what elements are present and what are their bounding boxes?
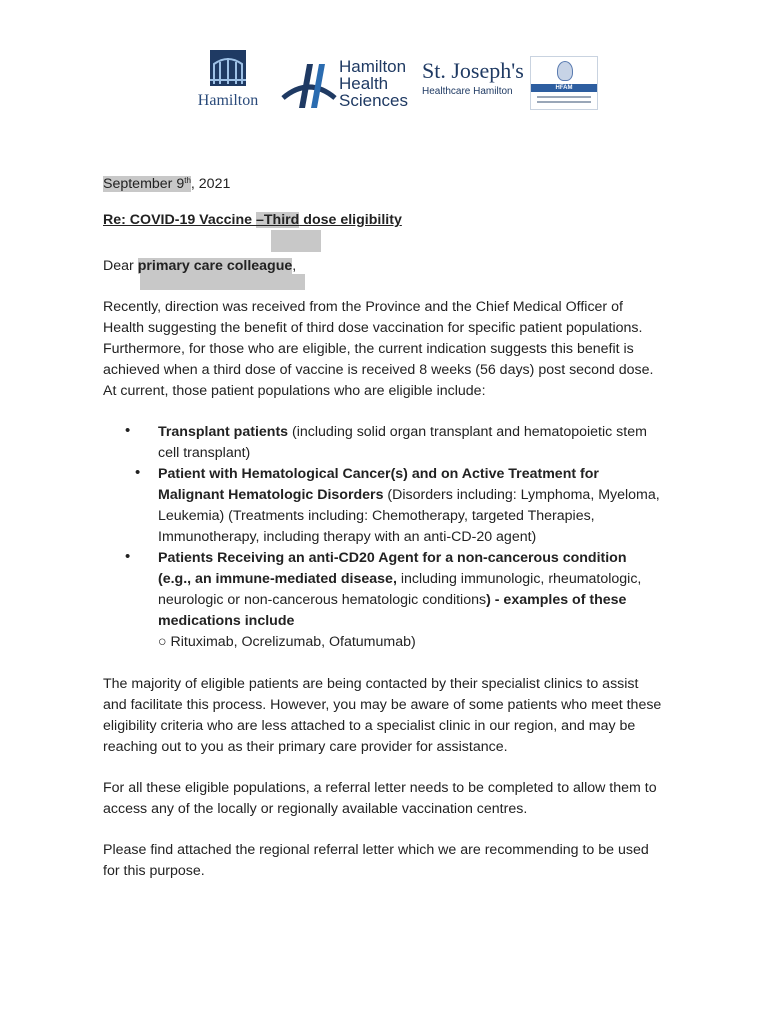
hhs-bridge-icon bbox=[281, 58, 337, 110]
eligibility-list bbox=[103, 422, 663, 653]
letter-body bbox=[103, 170, 663, 902]
salutation: Dear primary care colleague, bbox=[103, 256, 663, 277]
hfam-crest-icon bbox=[557, 61, 573, 81]
intro-paragraph: Recently, direction was received from the Province and the Chief Medical Officer of Health suggesting the benefit of third dose vaccination for specific patient populations. Furthermore, for those who are eligible, the current indication suggests this benefit is achieved when a third dose of vaccine is received 8 weeks (56 days) post second dose. At current, those patient populations who are eligible include: bbox=[103, 299, 654, 399]
letter-date: September 9th, 2021 bbox=[103, 176, 231, 192]
paragraph-attached: Please find attached the regional referral letter which we are recommending to be used for this purpose. bbox=[103, 842, 649, 879]
list-item: • Patient with Hematological Cancer(s) and on Active Treatment for Malignant Hematologic Disorders (Disorders including: Lymphoma, Myeloma, Leukemia) (Treatments including: Chemotherapy, targeted Therapies, Immunotherapy, including therapy with an anti-CD-20 agent) bbox=[135, 464, 660, 545]
paragraph-specialist-clinics: The majority of eligible patients are being contacted by their specialist clinics to assist and facilitate this process. However, you may be aware of some patients who meet these eligibility criteria who are less attached to a specialist clinic in our region, and may be reaching out to you as their primary care provider for assistance. bbox=[103, 676, 662, 755]
hhs-word-3: Sciences bbox=[339, 91, 408, 110]
city-of-hamilton-logo bbox=[192, 48, 264, 110]
hamilton-health-sciences-logo bbox=[281, 58, 416, 110]
bullet-icon: • bbox=[135, 464, 141, 481]
hfam-logo bbox=[530, 56, 598, 110]
sub-list-item: ○ Rituximab, Ocrelizumab, Ofatumumab) bbox=[158, 634, 416, 650]
list-item: • Transplant patients (including solid organ transplant and hematopoietic stem cell transplant) bbox=[125, 422, 647, 461]
hhs-word-2: Health bbox=[339, 74, 389, 93]
hfam-fine-print bbox=[537, 96, 591, 106]
hamilton-crest-icon bbox=[192, 48, 264, 92]
subject-line: Re: COVID-19 Vaccine –Third dose eligibility bbox=[103, 210, 663, 231]
sjh-subtitle: Healthcare Hamilton bbox=[422, 86, 513, 97]
hfam-band: HFAM bbox=[531, 84, 597, 92]
bullet-icon: • bbox=[125, 548, 131, 565]
logo-bar bbox=[0, 44, 770, 114]
list-item: • Patients Receiving an anti-CD20 Agent for a non-cancerous condition (e.g., an immune-mediated disease, including immunologic, rheumatologic, neurologic or non-cancerous hematologic conditions) - examples of these medications include bbox=[125, 548, 642, 629]
hhs-word-1: Hamilton bbox=[339, 57, 407, 76]
hamilton-logo-text: Hamilton bbox=[197, 92, 259, 109]
st-josephs-logo bbox=[422, 58, 524, 102]
redaction-highlight bbox=[140, 274, 305, 290]
sjh-title: St. Joseph's bbox=[422, 58, 524, 83]
redaction-highlight bbox=[271, 230, 321, 252]
paragraph-referral-letter: For all these eligible populations, a referral letter needs to be completed to allow them to access any of the locally or regionally available vaccination centres. bbox=[103, 780, 657, 817]
bullet-icon: • bbox=[125, 422, 131, 439]
